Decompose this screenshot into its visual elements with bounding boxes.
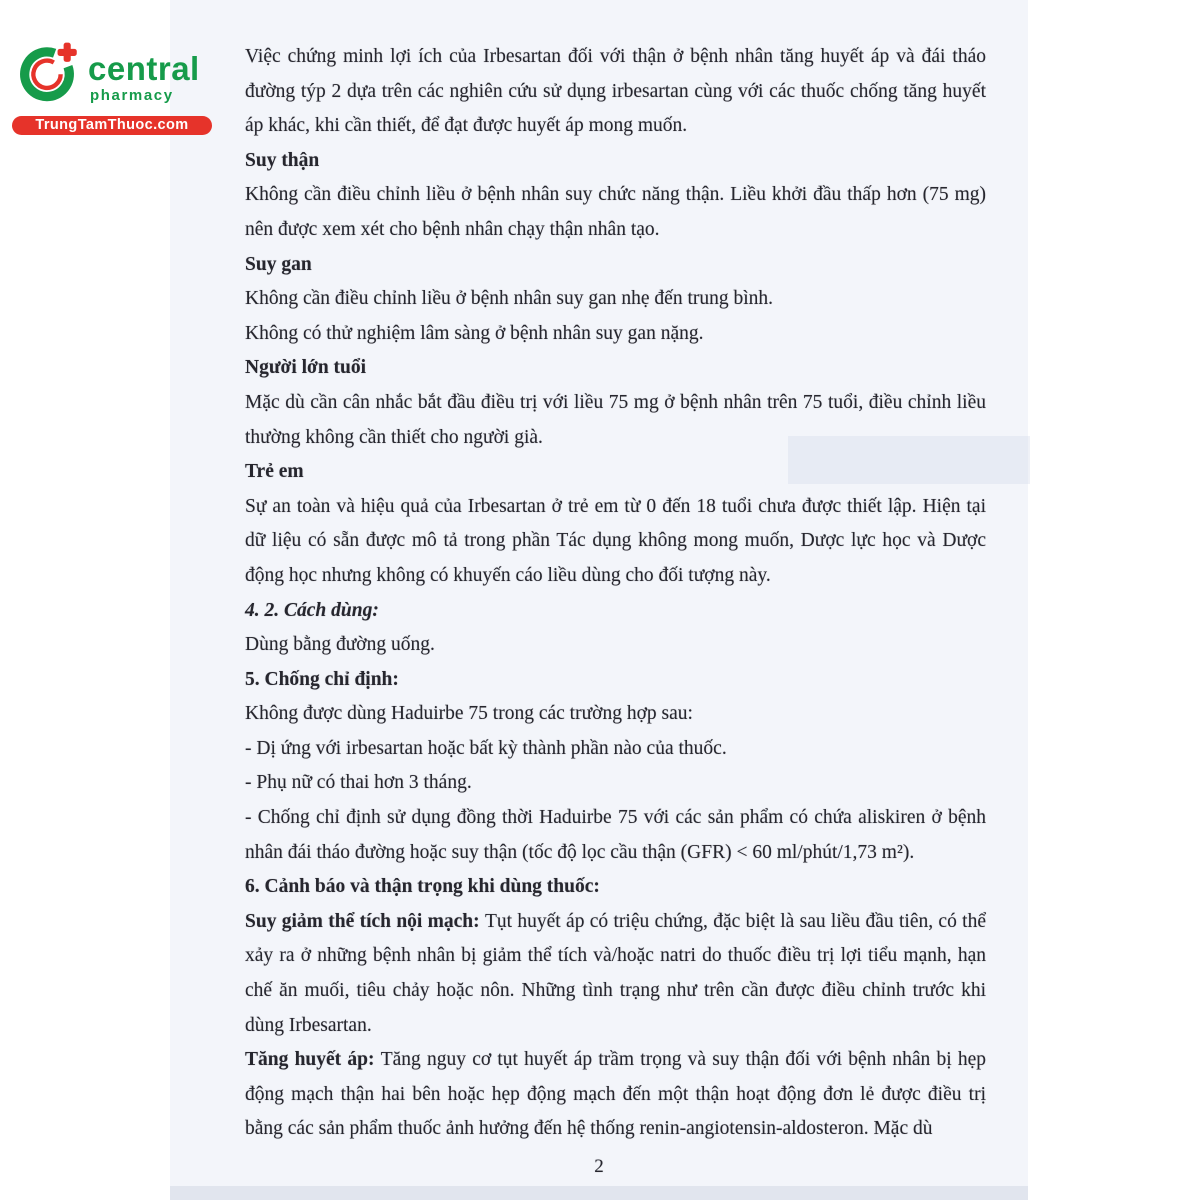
heading-suy-gan: Suy gan <box>245 253 312 275</box>
text-tang-huyet-ap: Tăng nguy cơ tụt huyết áp trầm trọng và suy thận đối với bệnh nhân bị hẹp động mạch thận hai bên hoặc hẹp động mạch đến một thận hoạt động đơn lẻ được điều trị bằng các sản phẩm thuốc ảnh hưởng đến hệ thống renin-angiotensin-aldosteron. Mặc dù <box>245 1049 986 1140</box>
lead-suy-giam-the-tich: Suy giảm thể tích nội mạch: <box>245 910 485 932</box>
logo-brand-text: central <box>88 50 200 87</box>
central-pharmacy-logo <box>14 36 224 140</box>
heading-cach-dung: 4. 2. Cách dùng: <box>245 599 379 621</box>
heading-canh-bao: 6. Cảnh báo và thận trọng khi dùng thuốc: <box>245 876 600 898</box>
logo-website-badge: TrungTamThuoc.com <box>12 116 212 135</box>
paragraph-hepatic-1: Không cần điều chỉnh liều ở bệnh nhân suy gan nhẹ đến trung bình. <box>245 288 774 310</box>
heading-nguoi-lon-tuoi: Người lớn tuổi <box>245 357 367 379</box>
text-suy-giam-the-tich: Tụt huyết áp có triệu chứng, đặc biệt là sau liều đầu tiên, có thể xảy ra ở những bệnh nhân bị giảm thể tích và/hoặc natri do thuốc điều trị lợi tiểu mạnh, hạn chế ăn muối, tiêu chảy hoặc nôn. Những tình trạng như trên cần được điều chỉnh trước khi dùng Irbesartan. <box>245 910 986 1036</box>
paragraph-hepatic-2: Không có thử nghiệm lâm sàng ở bệnh nhân suy gan nặng. <box>245 322 704 344</box>
document-content <box>245 40 986 1147</box>
paragraph-contraindication-aliskiren: - Chống chỉ định sử dụng đồng thời Haduirbe 75 với các sản phẩm có chứa aliskiren ở bệnh nhân đái tháo đường hoặc suy thận (tốc độ lọc cầu thận (GFR) < 60 ml/phút/1,73 m²). <box>245 807 986 863</box>
paragraph-benefit-proof: Việc chứng minh lợi ích của Irbesartan đối với thận ở bệnh nhân tăng huyết áp và đái tháo đường týp 2 dựa trên các nghiên cứu sử dụng irbesartan cùng với các thuốc chống tăng huyết áp khác, khi cần thiết, để đạt được huyết áp mong muốn. <box>245 46 986 137</box>
paragraph-volume-depletion <box>245 905 986 1043</box>
paragraph-hypertension <box>245 1043 986 1147</box>
central-pharmacy-c-icon <box>16 40 78 106</box>
page-number: 2 <box>594 1156 604 1177</box>
heading-chong-chi-dinh: 5. Chống chỉ định: <box>245 668 399 690</box>
paragraph-contraindication-allergy: - Dị ứng với irbesartan hoặc bất kỳ thành phần nào của thuốc. <box>245 737 727 759</box>
paragraph-elderly: Mặc dù cần cân nhắc bắt đầu điều trị với liều 75 mg ở bệnh nhân trên 75 tuổi, điều chỉnh liều thường không cần thiết cho người già. <box>245 391 986 448</box>
paragraph-children: Sự an toàn và hiệu quả của Irbesartan ở trẻ em từ 0 đến 18 tuổi chưa được thiết lập. Hiện tại dữ liệu có sẵn được mô tả trong phần Tác dụng không mong muốn, Dược lực học và Dược động học nhưng không có khuyến cáo liều dùng cho đối tượng này. <box>245 495 986 586</box>
heading-tre-em: Trẻ em <box>245 461 304 483</box>
lead-tang-huyet-ap: Tăng huyết áp: <box>245 1049 381 1071</box>
paragraph-contraindication-intro: Không được dùng Haduirbe 75 trong các trường hợp sau: <box>245 703 693 725</box>
paragraph-contraindication-pregnancy: - Phụ nữ có thai hơn 3 tháng. <box>245 772 472 794</box>
paragraph-renal: Không cần điều chỉnh liều ở bệnh nhân suy chức năng thận. Liều khởi đầu thấp hơn (75 mg) nên được xem xét cho bệnh nhân chạy thận nhân tạo. <box>245 184 986 240</box>
logo-subtitle-text: pharmacy <box>90 87 174 104</box>
heading-suy-than: Suy thận <box>245 149 320 171</box>
paragraph-oral-route: Dùng bằng đường uống. <box>245 634 435 656</box>
